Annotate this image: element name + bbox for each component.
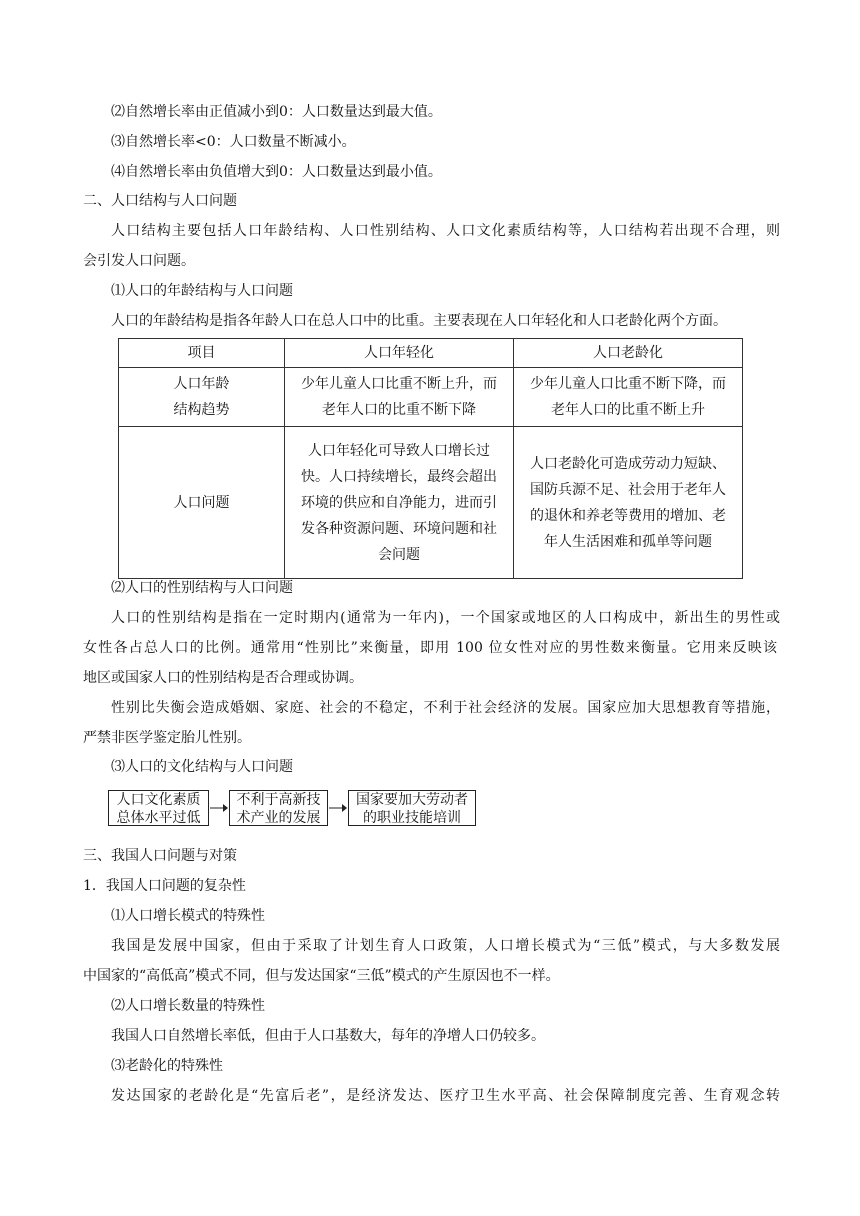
paragraph: 人口的年龄结构是指各年龄人口在总人口中的比重。主要表现在人口年轻化和人口老龄化两个方面。 [111,313,727,329]
cell-line: 人口年龄 [173,376,230,392]
flow-box [108,790,209,826]
cell-line: 少年儿童人口比重不断上升，而 [301,376,497,392]
flow-box-line: 国家要加大劳动者 [356,792,468,808]
subsection-title: ⑴人口增长模式的特殊性 [111,908,265,924]
cell-line: 快。人口持续增长，最终会超出 [301,468,497,485]
table-header: 项目 [119,339,285,368]
cell-line: 人口老龄化可造成劳动力短缺、 [530,455,726,472]
paragraph-continuation: 中国家的“高低高”模式不同，但与发达国家“三低”模式的产生原因也不一样。 [83,968,560,984]
age-structure-table [118,338,743,579]
cell-line: 国防兵源不足、社会用于老年人 [530,481,726,498]
cell-line: 的退休和养老等费用的增加、老 [530,507,726,524]
subsection-title: ⑵人口增长数量的特殊性 [111,998,265,1014]
cell-line: 发各种资源问题、环境问题和社 [301,520,497,537]
table-header: 人口老龄化 [514,339,743,368]
flow-box-line: 的职业技能培训 [363,810,461,826]
table-row [119,368,743,427]
paragraph: 我国是发展中国家，但由于采取了计划生育人口政策，人口增长模式为“三低”模式，与大多数发展 [111,938,780,954]
table-header-row [119,339,743,368]
table-cell [119,368,285,427]
paragraph: 我国人口自然增长率低，但由于人口基数大，每年的净增人口仍较多。 [111,1028,545,1044]
table-header: 人口年轻化 [285,339,514,368]
subsection-title: ⑵人口的性别结构与人口问题 [111,580,293,596]
paragraph-continuation: 地区或国家人口的性别结构是否合理或协调。 [83,670,363,686]
paragraph: 性别比失衡会造成婚姻、家庭、社会的不稳定，不利于社会经济的发展。国家应加大思想教育等措施， [111,700,780,716]
paragraph: 人口的性别结构是指在一定时期内(通常为一年内)，一个国家或地区的人口构成中，新出生的男性或 [111,610,780,626]
table-cell [514,368,743,427]
cell-line: 老年人口的比重不断上升 [551,402,705,418]
subsection-heading: 1．我国人口问题的复杂性 [83,878,246,894]
paragraph: 发达国家的老龄化是“先富后老”，是经济发达、医疗卫生水平高、社会保障制度完善、生育观念转 [111,1088,780,1104]
arrow-right-icon [328,801,348,815]
table-cell [285,368,514,427]
cell-line: 老年人口的比重不断下降 [322,402,476,418]
cell-line: 人口年轻化可导致人口增长过 [308,442,490,459]
cell-line: 结构趋势 [173,402,230,418]
section-heading: 三、我国人口问题与对策 [83,848,237,864]
flow-box-line: 不利于高新技 [236,792,321,808]
cell-line: 年人生活困难和孤单等问题 [544,533,712,550]
paragraph-continuation: 女性各占总人口的比例。通常用“性别比”来衡量，即用 100 位女性对应的男性数来衡量。它用来反映该 [83,640,777,656]
section-heading: 二、人口结构与人口问题 [83,193,237,209]
subsection-title: ⑶老龄化的特殊性 [111,1058,223,1074]
subsection-title: ⑶人口的文化结构与人口问题 [111,759,293,775]
flow-box-line: 术产业的发展 [236,810,321,826]
list-item: ⑵自然增长率由正值减小到0：人口数量达到最大值。 [111,104,442,120]
flow-box [229,790,328,826]
flow-box-line: 人口文化素质 [116,792,201,808]
list-item: ⑶自然增长率<0：人口数量不断减小。 [111,134,356,150]
flow-box [348,790,476,826]
flow-box-line: 总体水平过低 [116,810,201,826]
paragraph-continuation: 严禁非医学鉴定胎儿性别。 [83,730,251,746]
table-cell [285,427,514,579]
cell-line: 环境的供应和自净能力，进而引 [301,494,497,511]
paragraph: 人口结构主要包括人口年龄结构、人口性别结构、人口文化素质结构等，人口结构若出现不合理，则 [111,223,780,239]
cell-line: 会问题 [378,546,420,563]
table-cell [514,427,743,579]
cell-line: 少年儿童人口比重不断下降，而 [530,376,726,392]
paragraph-continuation: 会引发人口问题。 [83,253,195,269]
subsection-title: ⑴人口的年龄结构与人口问题 [111,283,293,299]
arrow-right-icon [209,801,229,815]
table-row [119,427,743,579]
table-cell: 人口问题 [119,427,285,579]
list-item: ⑷自然增长率由负值增大到0：人口数量达到最小值。 [111,164,442,180]
